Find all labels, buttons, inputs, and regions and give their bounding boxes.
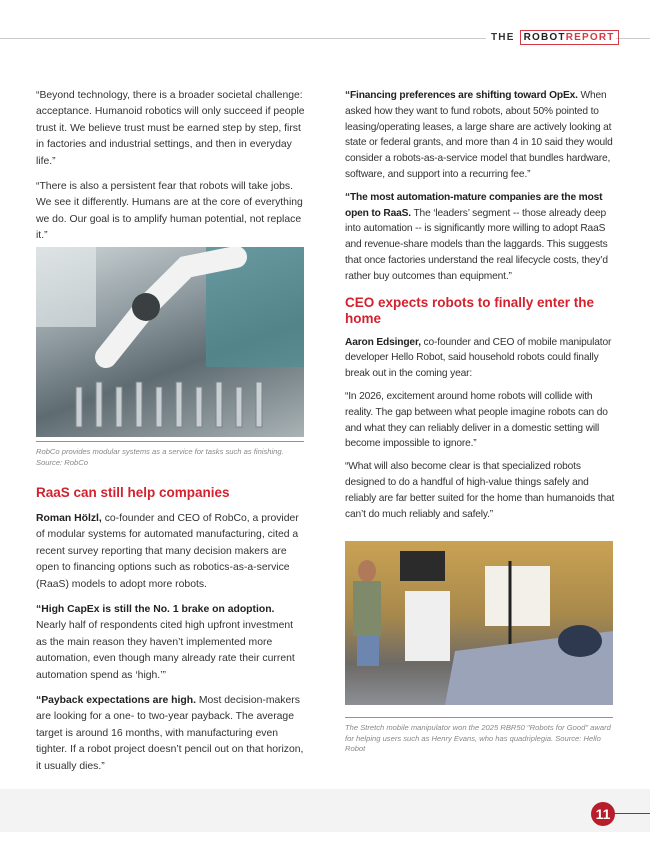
bold-lead: “Payback expectations are high. xyxy=(36,695,196,707)
section-heading: RaaS can still help companies xyxy=(36,485,230,500)
bold-lead: “The most automation-mature companies are the most open to RaaS. xyxy=(345,191,603,219)
speaker-name: Aaron Edsinger, xyxy=(345,336,421,348)
speaker-name: Roman Hölzl, xyxy=(36,513,102,524)
robco-caption: RobCo provides modular systems as a service for tasks such as finishing. Source: RobCo xyxy=(36,441,304,468)
paragraph-text: Most decision-makers are looking for a one- to two-year payback. The average target is around 16 months, with manufacturing even tighter. If a robot project doesn’t pencil out on that horizon, it usually dies.” xyxy=(36,695,304,772)
page-number: 11 xyxy=(591,802,615,826)
page-number-rule xyxy=(614,813,650,814)
paragraph-text: co-founder and CEO of RobCo, a provider of modular systems for automated manufacturing, cited a recent survey reporting that many decision makers are open to financing options such as robotics-as-a-service (RaaS) models to adopt more robots. xyxy=(36,513,299,590)
hello-robot-photo xyxy=(345,541,613,705)
quote-paragraph: “There is also a persistent fear that robots will take jobs. We see it differently. Humans are at the core of everything we do. Our goal is to amplify human potential, not replace it.” xyxy=(36,181,303,242)
paragraph xyxy=(36,602,306,684)
quote-paragraph: “What will also become clear is that specialized robots designed to do a handful of high-value things safely and reliably are far better suited for the home than humanoids that can’t do much reliably and safely.” xyxy=(345,461,615,520)
logo-report: REPORT xyxy=(565,32,615,43)
paragraph-text: The ‘leaders’ segment -- those already deep into automation -- is significantly more willing to adopt RaaS and revenue-share models than the laggards. This suggests that once factories understand the real lifecycle costs, they’d rather buy outcomes than equipment.” xyxy=(345,207,608,282)
quote-paragraph: “In 2026, excitement around home robots will collide with reality. The gap between what people imagine robots can do and what they can reliably deliver in a domestic setting will become impossible to ignore.” xyxy=(345,390,608,450)
footer-band xyxy=(0,789,650,832)
paragraph-text: When asked how they want to fund robots, about 50% pointed to leasing/operating leases, a large share are actively looking at state or federal grants, and more than 4 in 10 said they would consider a robots-as-a-service model that bundles hardware, software, and support into a recurring fee.” xyxy=(345,90,613,180)
paragraph xyxy=(36,693,306,775)
home-scene-illustration xyxy=(345,541,613,705)
left-column-bottom xyxy=(36,485,306,784)
bold-lead: “High CapEx is still the No. 1 brake on adoption. xyxy=(36,604,275,616)
bold-lead: “Financing preferences are shifting toward OpEx. xyxy=(345,90,578,101)
logo-box xyxy=(520,30,619,45)
paragraph xyxy=(36,511,306,593)
right-column xyxy=(345,88,617,529)
header-rule xyxy=(616,38,650,39)
paragraph-text: co-founder and CEO of mobile manipulator developer Hello Robot, said household robots could finally break out in the coming year: xyxy=(345,336,612,380)
hello-robot-caption: The Stretch mobile manipulator won the 2025 RBR50 "Robots for Good" award for helping users such as Henry Evans, who has quadriplegia. Source: Hello Robot xyxy=(345,717,613,755)
left-column-top xyxy=(36,88,306,254)
paragraph-text: Nearly half of respondents cited high upfront investment as the main reason they haven’t implemented more automation, even though many already rate their current automation spend as ‘high.’” xyxy=(36,620,295,681)
robot-arm-illustration xyxy=(36,247,304,437)
logo-the: THE xyxy=(491,32,515,43)
paragraph xyxy=(345,190,617,285)
logo-robot: ROBOT xyxy=(523,32,566,43)
robco-photo xyxy=(36,247,304,437)
quote-paragraph: “Beyond technology, there is a broader societal challenge: acceptance. Humanoid robotics will only succeed if people trust it. We believe trust must be earned step by step, first in factories and industrial settings, and then in everyday life.” xyxy=(36,90,305,167)
header-rule xyxy=(0,38,486,39)
paragraph xyxy=(345,88,617,183)
robot-report-logo xyxy=(491,30,619,45)
paragraph xyxy=(345,335,617,382)
section-heading: CEO expects robots to finally enter the home xyxy=(345,294,595,326)
